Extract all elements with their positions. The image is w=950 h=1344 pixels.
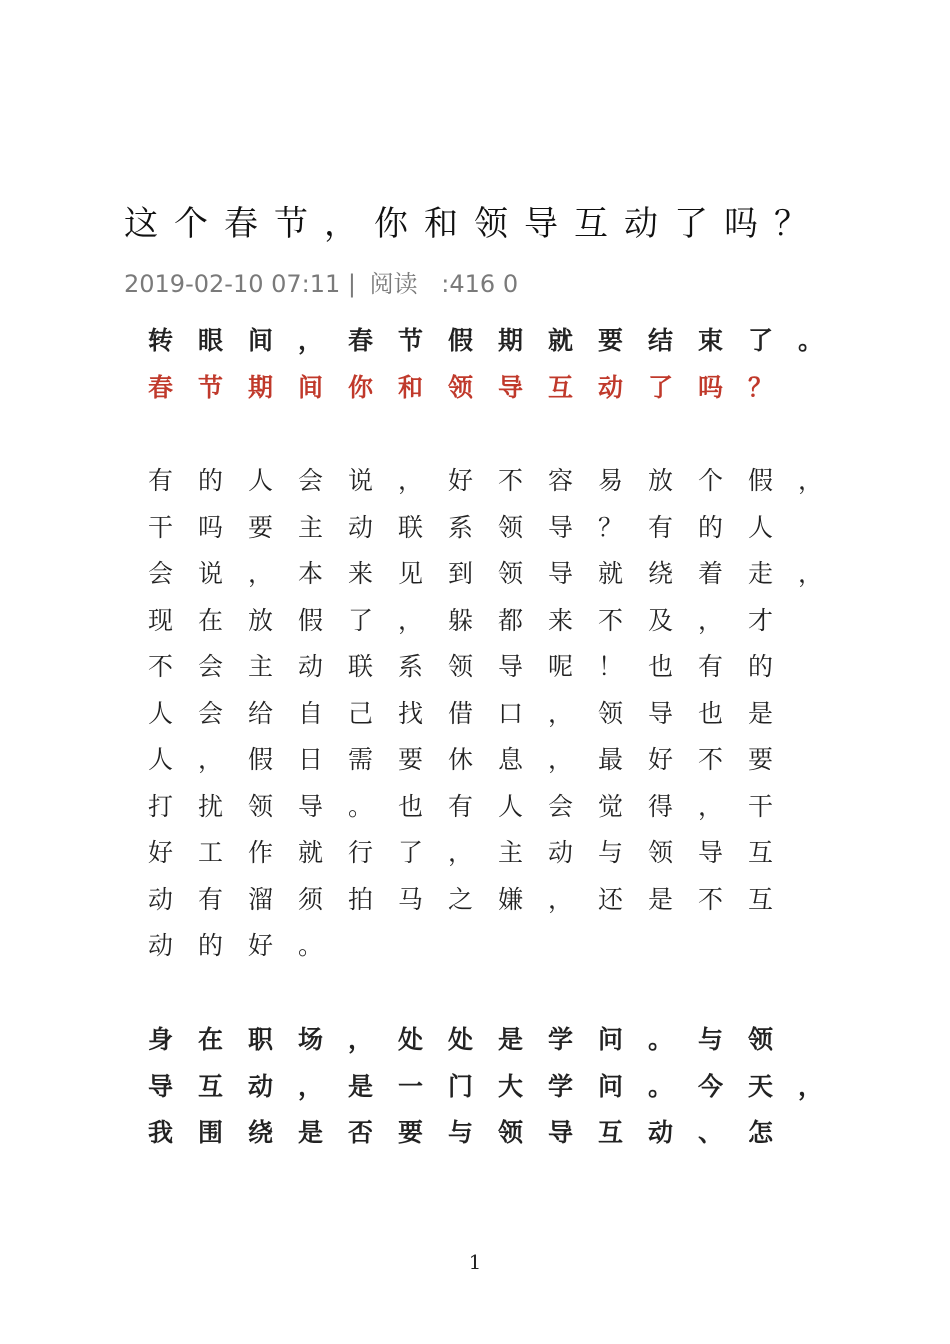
intro-line: 转眼间，春节假期就要结束了。 bbox=[148, 326, 849, 355]
body-line: 干吗要主动联系领导？有的人 bbox=[148, 512, 799, 542]
article-title: 这个春节，你和领导互动了吗？ bbox=[124, 204, 824, 244]
closing-line: 我围绕是否要与领导互动、怎 bbox=[148, 1118, 799, 1147]
meta-separator: | bbox=[347, 270, 357, 298]
article-meta bbox=[124, 264, 518, 299]
body-line: 人，假日需要休息，最好不要 bbox=[148, 745, 799, 774]
closing-line: 导互动，是一门大学问。今天， bbox=[148, 1071, 849, 1101]
body-line: 打扰领导。也有人会觉得，干 bbox=[148, 791, 799, 821]
read-count-label: 阅读 bbox=[369, 270, 418, 298]
body-line: 现在放假了，躲都来不及，才 bbox=[148, 605, 799, 635]
read-count-value: :416 0 bbox=[441, 270, 519, 298]
publish-date: 2019-02-10 07:11 bbox=[124, 270, 341, 298]
body-line: 会说，本来见到领导就绕着走， bbox=[148, 559, 849, 588]
body-paragraph bbox=[148, 458, 848, 970]
closing-line: 身在职场，处处是学问。与领 bbox=[148, 1025, 799, 1054]
body-line: 有的人会说，好不容易放个假， bbox=[148, 466, 849, 495]
body-line: 不会主动联系领导呢！也有的 bbox=[148, 652, 799, 681]
body-line: 动有溜须拍马之嫌，还是不互 bbox=[148, 884, 799, 914]
intro-highlight-line: 春节期间你和领导互动了吗？ bbox=[148, 372, 799, 402]
body-line: 动的好。 bbox=[148, 931, 349, 960]
body-line: 人会给自己找借口，领导也是 bbox=[148, 698, 799, 728]
body-line: 好工作就行了，主动与领导互 bbox=[148, 838, 799, 867]
closing-paragraph bbox=[148, 1017, 848, 1157]
intro-paragraph bbox=[148, 318, 848, 411]
page-number: 1 bbox=[468, 1250, 482, 1274]
